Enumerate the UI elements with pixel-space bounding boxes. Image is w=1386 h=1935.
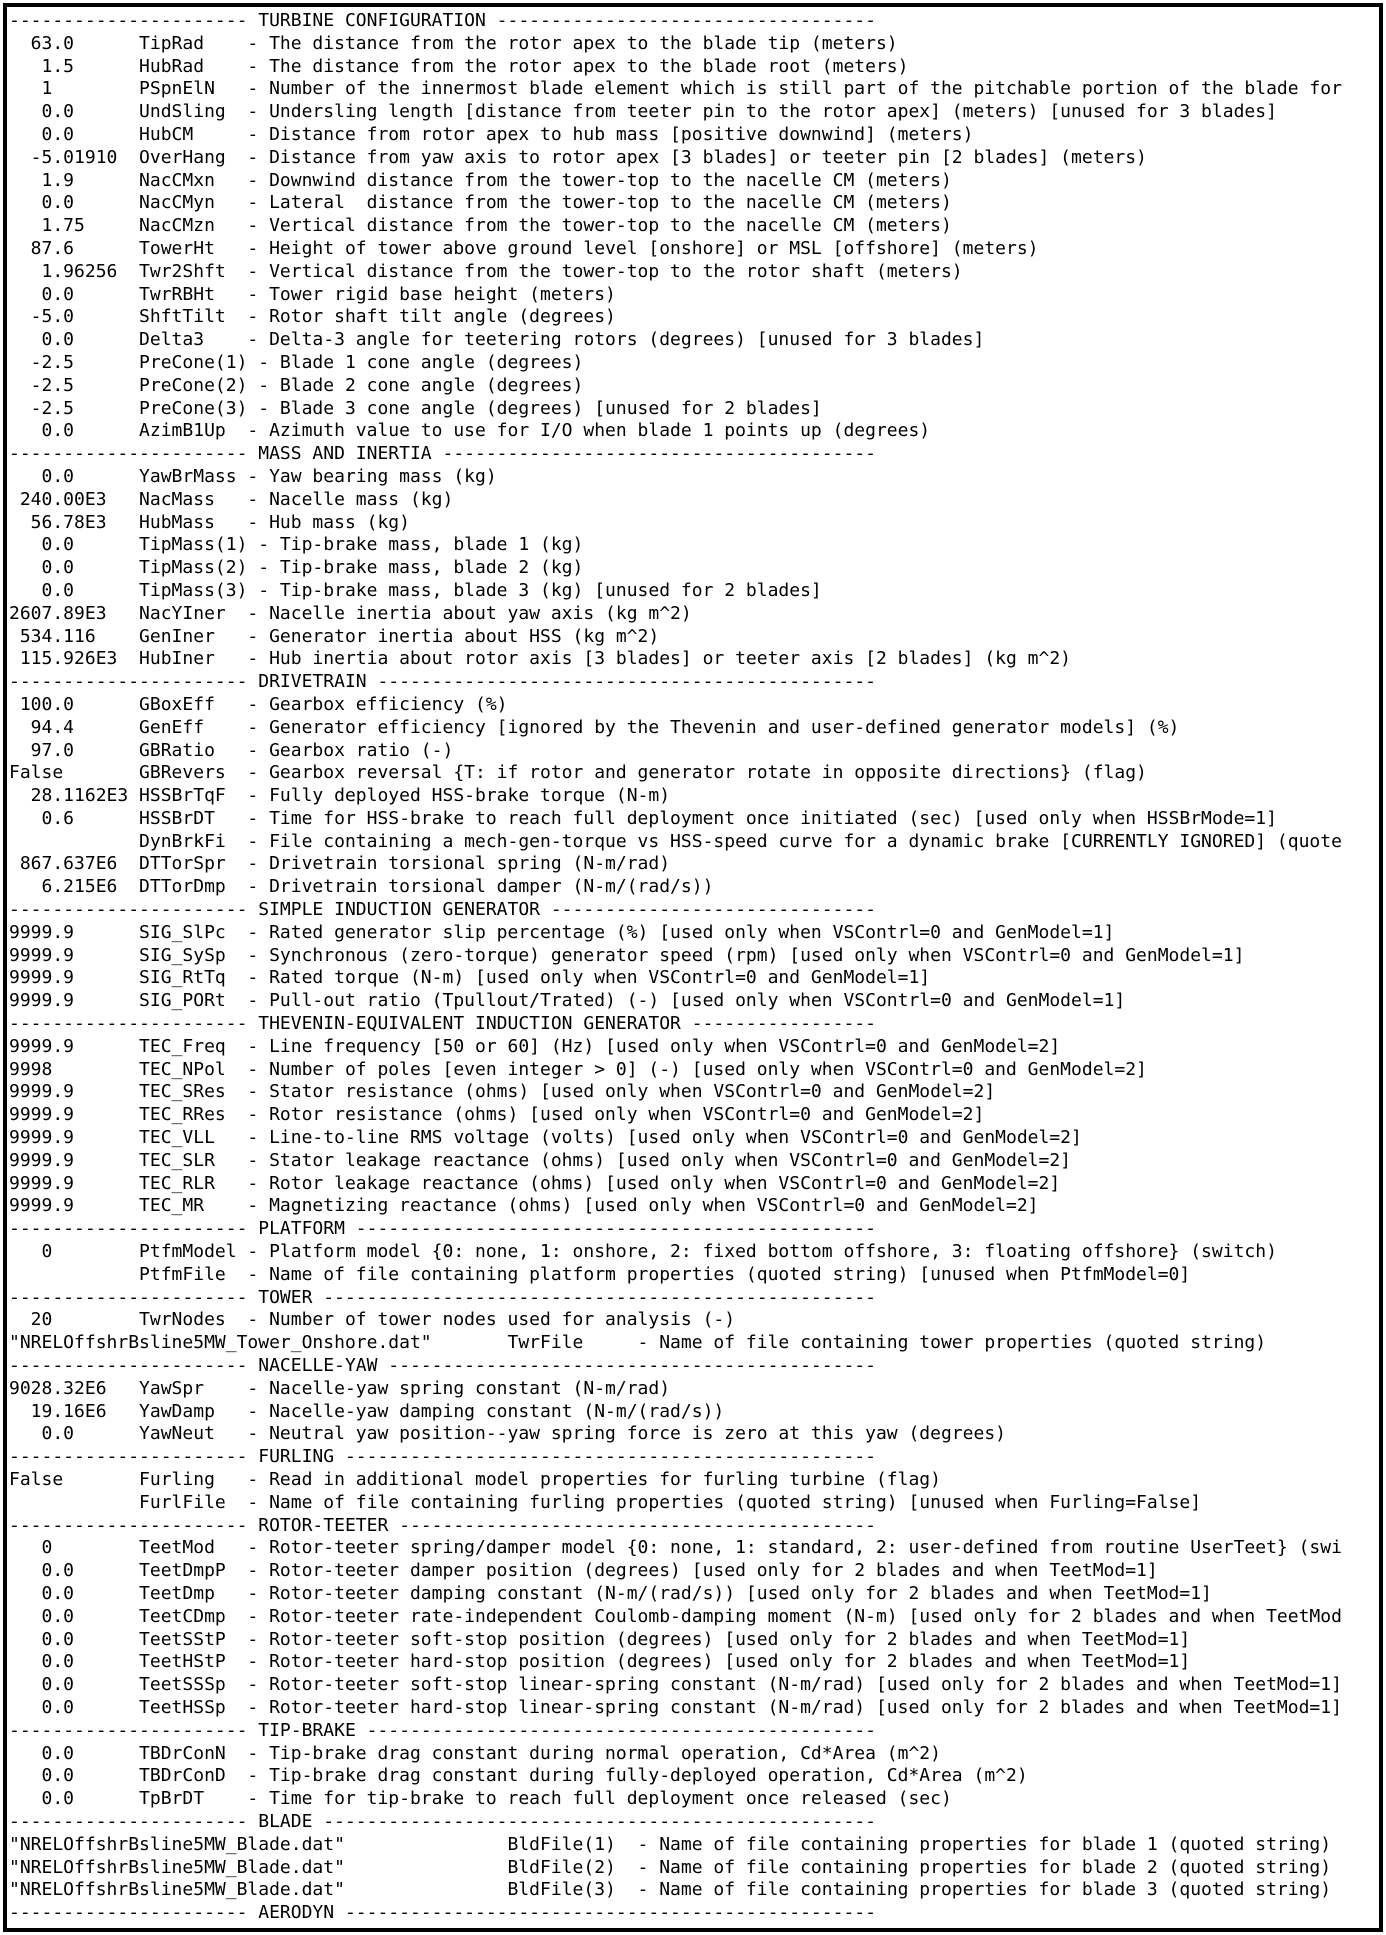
param-tec-rlr: 9999.9 TEC_RLR - Rotor leakage reactance (ohms) [used only when VSContrl=0 and GenModel=2]: [9, 1172, 1061, 1194]
param-twrrbht: 0.0 TwrRBHt - Tower rigid base height (meters): [9, 283, 616, 305]
param-teethssp: 0.0 TeetHSSp - Rotor-teeter hard-stop linear-spring constant (N-m/rad) [used only for 2 blades and when TeetMod=1]: [9, 1696, 1342, 1718]
param-yawneut: 0.0 YawNeut - Neutral yaw position--yaw spring force is zero at this yaw (degrees): [9, 1423, 1006, 1445]
param-gboxeff: 100.0 GBoxEff - Gearbox efficiency (%): [9, 693, 508, 715]
param-hubmass: 56.78E3 HubMass - Hub mass (kg): [9, 511, 410, 533]
param-bldfile-2-: "NRELOffshrBsline5MW_Blade.dat" BldFile(2) - Name of file containing properties for blade 2 (quoted string): [9, 1856, 1332, 1878]
param-ptfmfile: PtfmFile - Name of file containing platform properties (quoted string) [unused when PtfmModel=0]: [9, 1263, 1191, 1285]
param-yawspr: 9028.32E6 YawSpr - Nacelle-yaw spring constant (N-m/rad): [9, 1377, 671, 1399]
param-ptfmmodel: 0 PtfmModel - Platform model {0: none, 1: onshore, 2: fixed bottom offshore, 3: floating offshore} (switch): [9, 1241, 1277, 1263]
section-header-thevenin-equivalent-induction-generator: ---------------------- THEVENIN-EQUIVALENT INDUCTION GENERATOR -----------------: [9, 1013, 876, 1035]
param-hubiner: 115.926E3 HubIner - Hub inertia about rotor axis [3 blades] or teeter axis [2 blades] (kg m^2): [9, 648, 1072, 670]
section-header-drivetrain: ---------------------- DRIVETRAIN ----------------------------------------------: [9, 671, 876, 693]
section-header-platform: ---------------------- PLATFORM ------------------------------------------------: [9, 1218, 876, 1240]
param-towerht: 87.6 TowerHt - Height of tower above ground level [onshore] or MSL [offshore] (meters): [9, 237, 1039, 259]
param-precone-3-: -2.5 PreCone(3) - Blade 3 cone angle (degrees) [unused for 2 blades]: [9, 397, 822, 419]
param-tipmass-3-: 0.0 TipMass(3) - Tip-brake mass, blade 3 (kg) [unused for 2 blades]: [9, 579, 822, 601]
param-bldfile-1-: "NRELOffshrBsline5MW_Blade.dat" BldFile(1) - Name of file containing properties for blade 1 (quoted string): [9, 1833, 1332, 1855]
section-header-rotor-teeter: ---------------------- ROTOR-TEETER --------------------------------------------: [9, 1514, 876, 1536]
fast-input-file-page: [3, 3, 1383, 1932]
param-gbratio: 97.0 GBRatio - Gearbox ratio (-): [9, 739, 454, 761]
param-tec-freq: 9999.9 TEC_Freq - Line frequency [50 or 60] (Hz) [used only when VSContrl=0 and GenModel=2]: [9, 1035, 1061, 1057]
param-tec-rres: 9999.9 TEC_RRes - Rotor resistance (ohms) [used only when VSContrl=0 and GenModel=2]: [9, 1104, 985, 1126]
section-header-furling: ---------------------- FURLING -------------------------------------------------: [9, 1446, 876, 1468]
param-furling: False Furling - Read in additional model properties for furling turbine (flag): [9, 1469, 941, 1490]
param-twrfile: "NRELOffshrBsline5MW_Tower_Onshore.dat" TwrFile - Name of file containing tower properties (quoted string): [9, 1332, 1267, 1354]
param-naccmzn: 1.75 NacCMzn - Vertical distance from the tower-top to the nacelle CM (meters): [9, 215, 952, 237]
param-teethstp: 0.0 TeetHStP - Rotor-teeter hard-stop position (degrees) [used only for 2 blades and when TeetMod=1]: [9, 1651, 1191, 1673]
param-hubcm: 0.0 HubCM - Distance from rotor apex to hub mass [positive downwind] (meters): [9, 123, 974, 145]
param-tbdrconn: 0.0 TBDrConN - Tip-brake drag constant during normal operation, Cd*Area (m^2): [9, 1742, 941, 1764]
param-teetdmpp: 0.0 TeetDmpP - Rotor-teeter damper position (degrees) [used only for 2 blades and when TeetMod=1]: [9, 1560, 1158, 1582]
param-tipmass-1-: 0.0 TipMass(1) - Tip-brake mass, blade 1 (kg): [9, 534, 584, 556]
param-hssbrtqf: 28.1162E3 HSSBrTqF - Fully deployed HSS-brake torque (N-m): [9, 785, 671, 807]
param-dttordmp: 6.215E6 DTTorDmp - Drivetrain torsional damper (N-m/(rad/s)): [9, 876, 714, 898]
param-overhang: -5.01910 OverHang - Distance from yaw axis to rotor apex [3 blades] or teeter pin [2 blades] (meters): [9, 146, 1147, 168]
param-tpbrdt: 0.0 TpBrDT - Time for tip-brake to reach full deployment once released (sec): [9, 1788, 952, 1810]
param-bldfile-3-: "NRELOffshrBsline5MW_Blade.dat" BldFile(3) - Name of file containing properties for blade 3 (quoted string): [9, 1879, 1332, 1901]
param-nacmass: 240.00E3 NacMass - Nacelle mass (kg): [9, 488, 454, 510]
file-text-content: [7, 7, 1379, 1925]
param-teetcdmp: 0.0 TeetCDmp - Rotor-teeter rate-independent Coulomb-damping moment (N-m) [used only for 2 blades and when TeetMod: [9, 1605, 1342, 1627]
param-twr2shft: 1.96256 Twr2Shft - Vertical distance from the tower-top to the rotor shaft (meters): [9, 260, 963, 282]
param-azimb1up: 0.0 AzimB1Up - Azimuth value to use for I/O when blade 1 points up (degrees): [9, 420, 931, 442]
param-geneff: 94.4 GenEff - Generator efficiency [ignored by the Thevenin and user-defined generator models] (%): [9, 716, 1180, 738]
param-nacyiner: 2607.89E3 NacYIner - Nacelle inertia about yaw axis (kg m^2): [9, 602, 692, 624]
param-sig-rttq: 9999.9 SIG_RtTq - Rated torque (N-m) [used only when VSContrl=0 and GenModel=1]: [9, 967, 931, 989]
param-sig-port: 9999.9 SIG_PORt - Pull-out ratio (Tpullout/Trated) (-) [used only when VSContrl=0 and GenModel=1]: [9, 990, 1126, 1012]
param-tec-mr: 9999.9 TEC_MR - Magnetizing reactance (ohms) [used only when VSContrl=0 and GenModel=2]: [9, 1195, 1039, 1217]
param-shfttilt: -5.0 ShftTilt - Rotor shaft tilt angle (degrees): [9, 306, 616, 328]
section-header-blade: ---------------------- BLADE ---------------------------------------------------: [9, 1810, 876, 1832]
param-tec-slr: 9999.9 TEC_SLR - Stator leakage reactance (ohms) [used only when VSContrl=0 and GenModel=2]: [9, 1149, 1072, 1171]
param-undsling: 0.0 UndSling - Undersling length [distance from teeter pin to the rotor apex] (meters) [unused for 3 blades]: [9, 101, 1277, 123]
param-twrnodes: 20 TwrNodes - Number of tower nodes used for analysis (-): [9, 1309, 736, 1331]
param-geniner: 534.116 GenIner - Generator inertia about HSS (kg m^2): [9, 625, 660, 647]
param-tec-sres: 9999.9 TEC_SRes - Stator resistance (ohms) [used only when VSContrl=0 and GenModel=2]: [9, 1081, 996, 1103]
param-teetsstp: 0.0 TeetSStP - Rotor-teeter soft-stop position (degrees) [used only for 2 blades and when TeetMod=1]: [9, 1628, 1191, 1650]
section-header-tip-brake: ---------------------- TIP-BRAKE -----------------------------------------------: [9, 1719, 876, 1741]
param-tec-npol: 9998 TEC_NPol - Number of poles [even integer > 0] (-) [used only when VSContrl=0 and GenModel=2]: [9, 1058, 1147, 1080]
param-teetsssp: 0.0 TeetSSSp - Rotor-teeter soft-stop linear-spring constant (N-m/rad) [used only for 2 blades and when TeetMod=1]: [9, 1674, 1342, 1696]
param-sig-slpc: 9999.9 SIG_SlPc - Rated generator slip percentage (%) [used only when VSContrl=0 and GenModel=1]: [9, 921, 1115, 943]
param-hubrad: 1.5 HubRad - The distance from the rotor apex to the blade root (meters): [9, 55, 909, 77]
param-yawbrmass: 0.0 YawBrMass - Yaw bearing mass (kg): [9, 465, 497, 487]
section-header-simple-induction-generator: ---------------------- SIMPLE INDUCTION GENERATOR ------------------------------: [9, 899, 876, 921]
param-gbrevers: False GBRevers - Gearbox reversal {T: if rotor and generator rotate in opposite directions} (flag): [9, 762, 1147, 784]
param-tec-vll: 9999.9 TEC_VLL - Line-to-line RMS voltage (volts) [used only when VSContrl=0 and GenModel=2]: [9, 1127, 1082, 1149]
param-pspneln: 1 PSpnElN - Number of the innermost blade element which is still part of the pitchable portion of the blade for: [9, 78, 1342, 100]
param-naccmxn: 1.9 NacCMxn - Downwind distance from the tower-top to the nacelle CM (meters): [9, 169, 952, 191]
param-precone-2-: -2.5 PreCone(2) - Blade 2 cone angle (degrees): [9, 374, 584, 396]
param-naccmyn: 0.0 NacCMyn - Lateral distance from the tower-top to the nacelle CM (meters): [9, 192, 952, 214]
param-yawdamp: 19.16E6 YawDamp - Nacelle-yaw damping constant (N-m/(rad/s)): [9, 1400, 725, 1422]
param-teetdmp: 0.0 TeetDmp - Rotor-teeter damping constant (N-m/(rad/s)) [used only for 2 blades and when TeetMod=1]: [9, 1582, 1212, 1604]
param-tbdrcond: 0.0 TBDrConD - Tip-brake drag constant during fully-deployed operation, Cd*Area (m^2): [9, 1765, 1028, 1787]
section-header-turbine-configuration: ---------------------- TURBINE CONFIGURATION -----------------------------------: [9, 10, 876, 31]
param-sig-sysp: 9999.9 SIG_SySp - Synchronous (zero-torque) generator speed (rpm) [used only when VSContrl=0 and GenModel=1]: [9, 944, 1245, 966]
param-teetmod: 0 TeetMod - Rotor-teeter spring/damper model {0: none, 1: standard, 2: user-defined from routine UserTeet} (swi: [9, 1537, 1342, 1559]
param-dynbrkfi: DynBrkFi - File containing a mech-gen-torque vs HSS-speed curve for a dynamic brake [CURRENTLY IGNORED] (quote: [9, 830, 1342, 852]
param-precone-1-: -2.5 PreCone(1) - Blade 1 cone angle (degrees): [9, 351, 584, 373]
section-header-tower: ---------------------- TOWER ---------------------------------------------------: [9, 1286, 876, 1308]
param-dttorspr: 867.637E6 DTTorSpr - Drivetrain torsional spring (N-m/rad): [9, 853, 671, 875]
param-hssbrdt: 0.6 HSSBrDT - Time for HSS-brake to reach full deployment once initiated (sec) [used only when HSSBrMode=1]: [9, 807, 1277, 829]
param-tipmass-2-: 0.0 TipMass(2) - Tip-brake mass, blade 2 (kg): [9, 557, 584, 579]
param-furlfile: FurlFile - Name of file containing furling properties (quoted string) [unused when Furling=False]: [9, 1491, 1202, 1513]
param-delta3: 0.0 Delta3 - Delta-3 angle for teetering rotors (degrees) [unused for 3 blades]: [9, 329, 985, 351]
section-header-aerodyn: ---------------------- AERODYN -------------------------------------------------: [9, 1902, 876, 1924]
param-tiprad: 63.0 TipRad - The distance from the rotor apex to the blade tip (meters): [9, 32, 898, 54]
section-header-nacelle-yaw: ---------------------- NACELLE-YAW ---------------------------------------------: [9, 1355, 876, 1377]
section-header-mass-and-inertia: ---------------------- MASS AND INERTIA ----------------------------------------: [9, 443, 876, 465]
